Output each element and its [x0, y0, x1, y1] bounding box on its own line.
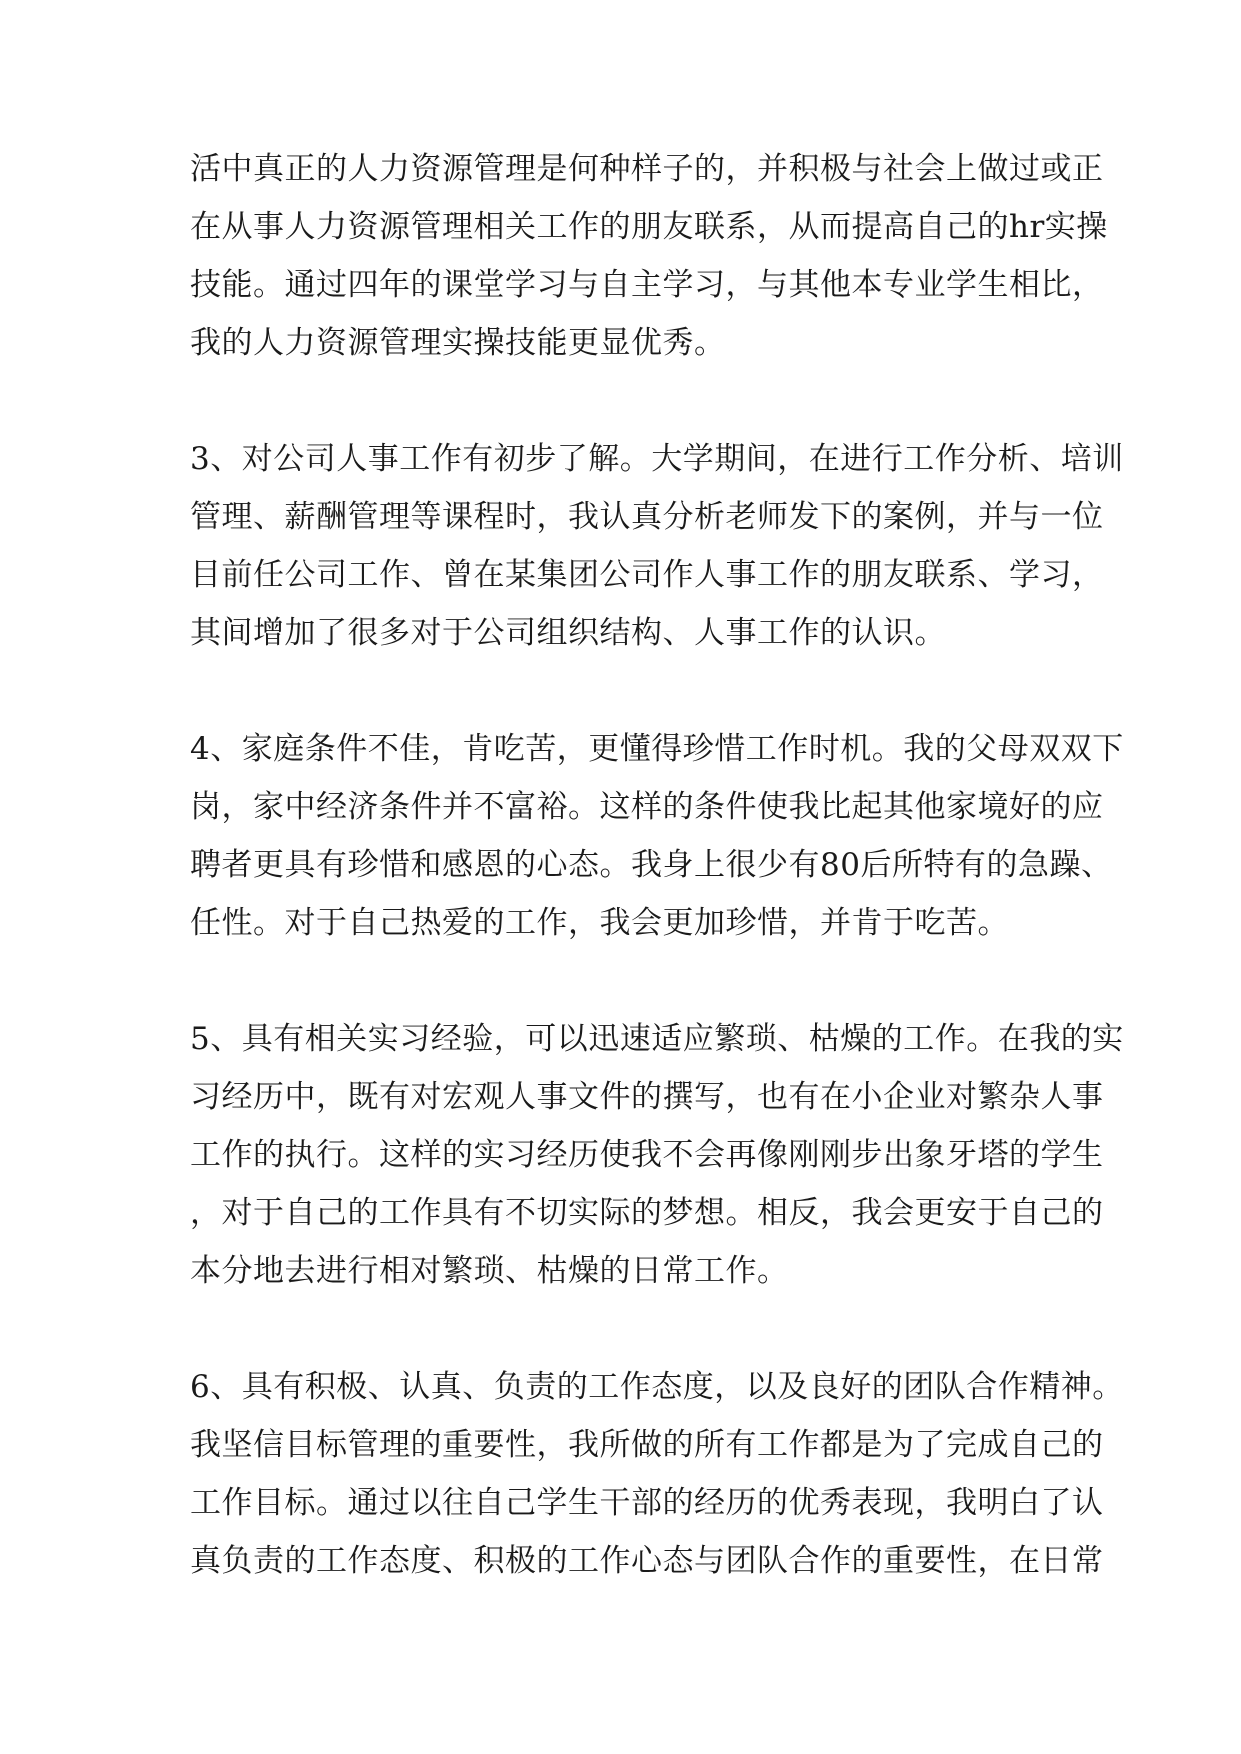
paragraph-spacer [190, 372, 1070, 430]
text-line: ，对于自己的工作具有不切实际的梦想。相反，我会更安于自己的 [190, 1195, 1104, 1231]
text-line: 在从事人力资源管理相关工作的朋友联系，从而提高自己的hr实操 [190, 209, 1108, 245]
paragraph-hr-practical-skills [190, 140, 1108, 372]
text-line: 本分地去进行相对繁琐、枯燥的日常工作。 [190, 1253, 789, 1289]
text-line: 管理、薪酬管理等课程时，我认真分析老师发下的案例，并与一位 [190, 499, 1104, 535]
document-body [190, 140, 1124, 1590]
paragraph-spacer [190, 662, 1070, 720]
text-line: 我坚信目标管理的重要性，我所做的所有工作都是为了完成自己的 [190, 1427, 1104, 1463]
text-line: 任性。对于自己热爱的工作，我会更加珍惜，并肯于吃苦。 [190, 905, 1009, 941]
text-line: 习经历中，既有对宏观人事文件的撰写，也有在小企业对繁杂人事 [190, 1079, 1104, 1115]
paragraph-item-5 [190, 1010, 1124, 1300]
paragraph-item-6 [190, 1358, 1124, 1590]
text-line: 聘者更具有珍惜和感恩的心态。我身上很少有80后所特有的急躁、 [190, 847, 1113, 883]
text-line: 工作的执行。这样的实习经历使我不会再像刚刚步出象牙塔的学生 [190, 1137, 1104, 1173]
text-line: 活中真正的人力资源管理是何种样子的，并积极与社会上做过或正 [190, 151, 1104, 187]
paragraph-spacer [190, 952, 1070, 1010]
paragraph-item-3 [190, 430, 1124, 662]
text-line: 真负责的工作态度、积极的工作心态与团队合作的重要性，在日常 [190, 1543, 1104, 1579]
paragraph-spacer [190, 1300, 1070, 1358]
paragraph-item-4 [190, 720, 1124, 952]
text-line: 3、对公司人事工作有初步了解。大学期间，在进行工作分析、培训 [190, 441, 1124, 477]
text-line: 目前任公司工作、曾在某集团公司作人事工作的朋友联系、学习， [190, 557, 1104, 593]
text-line: 技能。通过四年的课堂学习与自主学习，与其他本专业学生相比， [190, 267, 1104, 303]
text-line: 工作目标。通过以往自己学生干部的经历的优秀表现，我明白了认 [190, 1485, 1104, 1521]
text-line: 6、具有积极、认真、负责的工作态度，以及良好的团队合作精神。 [190, 1369, 1124, 1405]
text-line: 岗，家中经济条件并不富裕。这样的条件使我比起其他家境好的应 [190, 789, 1104, 825]
text-line: 5、具有相关实习经验，可以迅速适应繁琐、枯燥的工作。在我的实 [190, 1021, 1124, 1057]
text-line: 其间增加了很多对于公司组织结构、人事工作的认识。 [190, 615, 946, 651]
text-line: 4、家庭条件不佳，肯吃苦，更懂得珍惜工作时机。我的父母双双下 [190, 731, 1124, 767]
text-line: 我的人力资源管理实操技能更显优秀。 [190, 325, 726, 361]
